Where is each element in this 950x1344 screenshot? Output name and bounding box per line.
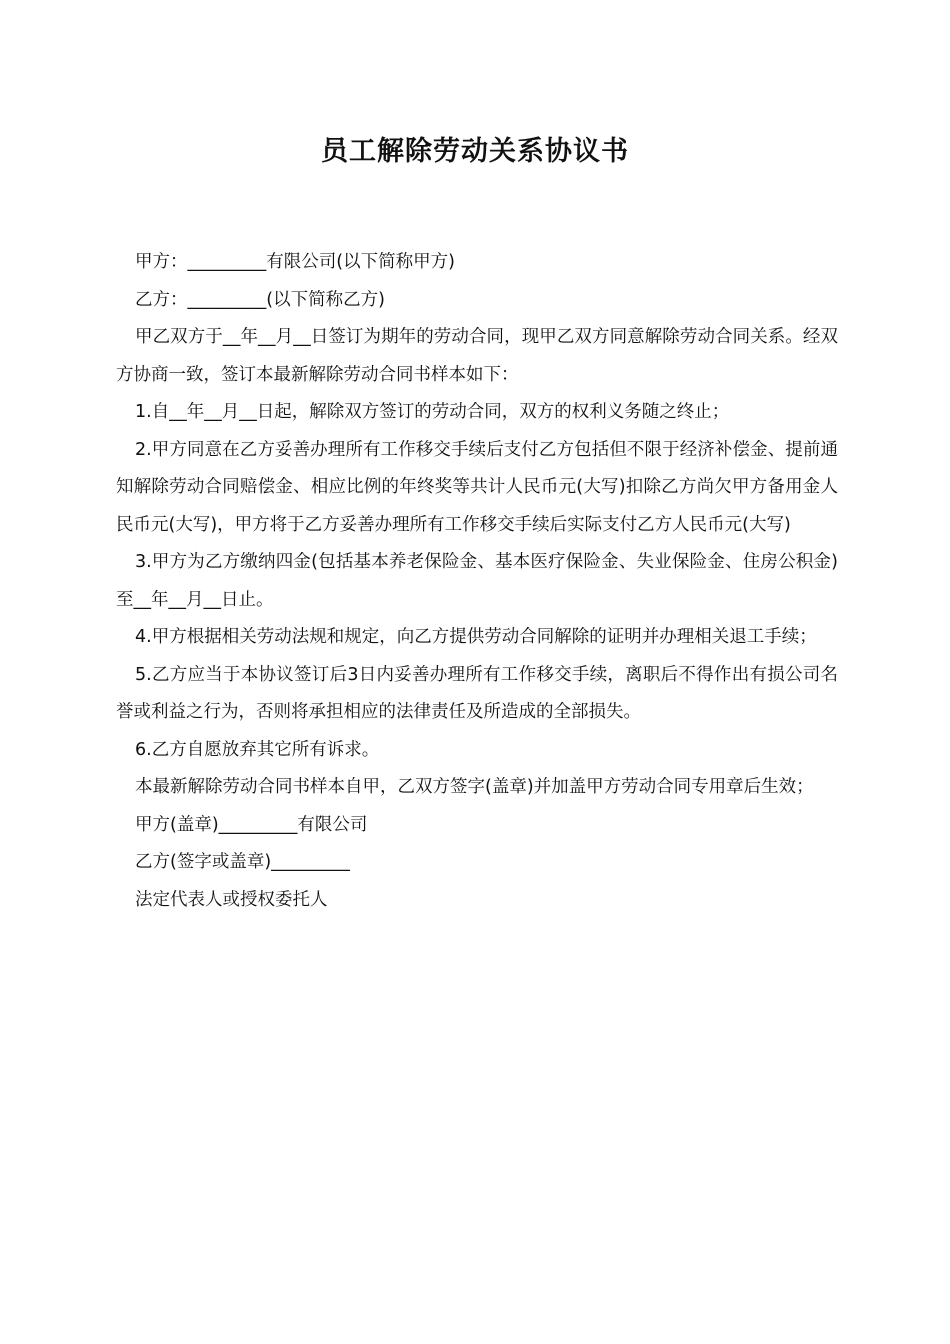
party-b-line: 乙方：_________(以下简称乙方) <box>135 289 385 310</box>
effective-clause: 本最新解除劳动合同书样本自甲，乙双方签字(盖章)并加盖甲方劳动合同专用章后生效； <box>135 777 814 797</box>
party-b-signature-line: 乙方(签字或盖章)_________ <box>135 852 350 872</box>
document-body <box>116 244 838 919</box>
clause-1: 1.自__年__月__日起，解除双方签订的劳动合同，双方的权利义务随之终止； <box>135 402 730 422</box>
document-title: 员工解除劳动关系协议书 <box>321 136 629 167</box>
party-a-signature-line: 甲方(盖章)_________有限公司 <box>135 814 368 835</box>
clause-5: 5.乙方应当于本协议签订后3日内妥善办理所有工作移交手续，离职后不得作出有损公司名誉或利益之行为，否则将承担相应的法律责任及所造成的全部损失。 <box>116 664 838 722</box>
clause-4: 4.甲方根据相关劳动法规和规定，向乙方提供劳动合同解除的证明并办理相关退工手续； <box>135 627 817 647</box>
legal-representative-line: 法定代表人或授权委托人 <box>135 889 328 910</box>
clause-3: 3.甲方为乙方缴纳四金(包括基本养老保险金、基本医疗保险金、失业保险金、住房公积金)至__年__月__日止。 <box>116 552 838 610</box>
clause-6: 6.乙方自愿放弃其它所有诉求。 <box>135 739 380 760</box>
party-a-line: 甲方：_________有限公司(以下简称甲方) <box>135 252 455 272</box>
clause-2: 2.甲方同意在乙方妥善办理所有工作移交手续后支付乙方包括但不限于经济补偿金、提前通知解除劳动合同赔偿金、相应比例的年终奖等共计人民币元(大写)扣除乙方尚欠甲方备用金人民币元(大写)，甲方将于乙方妥善办理所有工作移交手续后实际支付乙方人民币元(大写) <box>116 439 838 535</box>
intro-paragraph: 甲乙双方于__年__月__日签订为期年的劳动合同，现甲乙双方同意解除劳动合同关系。经双方协商一致，签订本最新解除劳动合同书样本如下： <box>116 327 838 385</box>
